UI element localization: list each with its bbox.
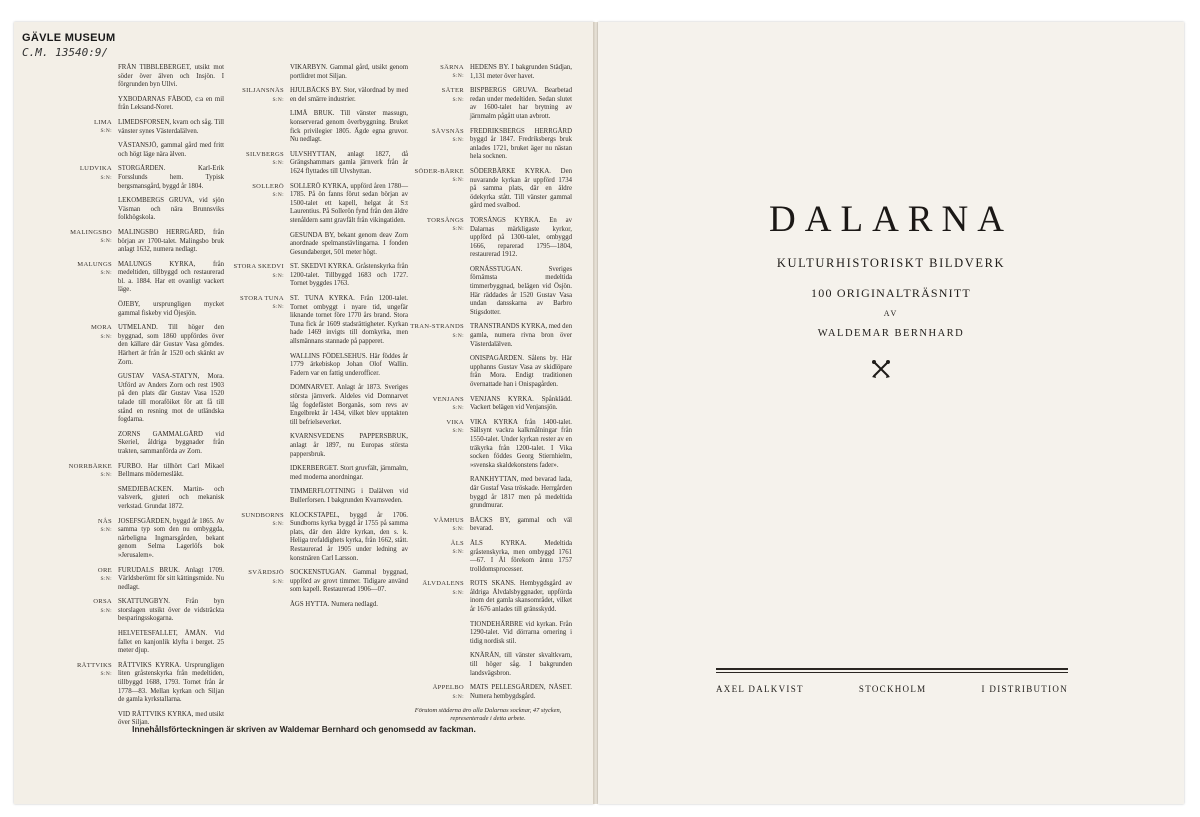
entry-description: BÄCKS BY, gammal och väl bevarad. [470, 516, 572, 533]
index-entry [224, 183, 408, 226]
index-entry [224, 512, 408, 564]
index-entry [404, 419, 572, 471]
parish-name [44, 324, 118, 367]
parish-abbrev: S:N: [452, 526, 464, 533]
parish-name [224, 488, 290, 505]
parish-abbrev: S:N: [452, 549, 464, 556]
index-entry [44, 261, 224, 295]
parish-name [44, 301, 118, 318]
parish-label: ORE [97, 566, 112, 574]
entry-description: ST. TUNA KYRKA. Från 1200-talet. Tornet ombyggt i nyare tid, ungefär liknande tornet före 1770 års brand. Stora Tuna fick år 1609 stadsrättigheter. Kyrkan hade 1469 invigts till domkyrka, men allsmännans stannade på papperet. [290, 295, 408, 346]
parish-name [44, 518, 118, 561]
publisher-rule-thin [716, 672, 1068, 673]
entry-description: RÄTTVIKS KYRKA. Ursprungligen liten gråstenskyrka från medeltiden, tillbyggd 1688, 1793. Tornet från år 1778—83. Mellan kyrkan och Siljan de gamla kyrkstallarna. [118, 661, 224, 704]
parish-label: SÄTER [441, 87, 464, 95]
parish-name [224, 263, 290, 289]
entry-description: UTMELAND. Till höger den byggnad, som 1860 uppfördes över den källare där Gustav Vasa gömdes. Härhert är från år 1520 och skänkt av Zorn. [118, 324, 224, 366]
parish-name [404, 355, 470, 389]
entry-description: ULVSHYTTAN, anlagt 1827, då Grängshammars gamla järnverk från år 1624 flyttades till Ulvshyttan. [290, 150, 408, 175]
parish-abbrev: S:N: [100, 174, 112, 181]
index-entry [224, 151, 408, 177]
parish-name [44, 598, 118, 624]
index-entry [44, 662, 224, 705]
parish-label: ÄPPELBO [432, 684, 464, 692]
index-entry [44, 463, 224, 480]
parish-abbrev: S:N: [100, 238, 112, 245]
parish-label: ÄLVDALENS [422, 580, 464, 588]
parish-abbrev: S:N: [100, 526, 112, 533]
index-entry [404, 87, 572, 121]
entry-description: SMEDJEBACKEN. Martin- och valsverk, gjuteri och mekanisk verkstad. Grundat 1872. [118, 485, 224, 510]
parish-name [44, 261, 118, 295]
index-entry [404, 266, 572, 318]
index-entry [44, 486, 224, 512]
parish-name [44, 64, 118, 90]
parish-abbrev: S:N: [452, 589, 464, 596]
museum-stamp [22, 32, 115, 59]
parish-abbrev: S:N: [452, 226, 464, 233]
entry-description: KNÄRÅN, till vänster skvaltkvarn, till höger såg. I bakgrunden landsvägsbron. [470, 652, 572, 677]
index-entry [224, 569, 408, 595]
index-entry [404, 684, 572, 701]
parish-name [404, 217, 470, 260]
index-entry [404, 540, 572, 574]
index-entry [224, 87, 408, 104]
entry-description: GESUNDA BY, bekant genom deav Zorn anordnade spelmanstävlingarna. I fonden Gesundaberget, 501 meter högt. [290, 231, 408, 256]
entry-description: TIONDEHÄRBRE vid kyrkan. Från 1290-talet. Vid dörrarna ornering i tidig nordisk stil. [470, 620, 572, 645]
parish-abbrev: S:N: [100, 607, 112, 614]
entry-description: ST. SKEDVI KYRKA. Gråstenskyrka från 1200-talet. Tillbyggd 1683 och 1727. Tornet byggdes 1763. [290, 263, 408, 288]
parish-label: SÄVSNÄS [431, 127, 464, 135]
entry-description: TIMMERFLOTTNING i Dalälven vid Bullerforsen. I bakgrunden Kvarnsveden. [290, 488, 408, 504]
parish-label: STORA TUNA [240, 295, 284, 303]
entry-description: TORSÅNGS KYRKA. En av Dalarnas märkligaste kyrkor, uppförd på 1300-talet, ombyggd 1666, reparerad 1795—1804, restaurerad 1912. [470, 216, 572, 259]
parish-abbrev: S:N: [452, 177, 464, 184]
entry-description: ÖJEBY, ursprungligen mycket gammal fiskeby vid Öjesjön. [118, 301, 224, 317]
parish-name [224, 569, 290, 595]
parish-abbrev: S:N: [272, 191, 284, 198]
index-entry [224, 488, 408, 505]
parish-name [404, 396, 470, 413]
index-entry [44, 598, 224, 624]
parish-label: NORRBÄRKE [68, 462, 112, 470]
parish-label: SOLLERÖ [252, 182, 284, 190]
parish-label: VÅMHUS [433, 516, 464, 524]
entry-description: KVARNSVEDENS PAPPERSBRUK, anlagt år 1897, nu Europas största pappersbruk. [290, 433, 408, 458]
parish-abbrev: S:N: [272, 520, 284, 527]
index-entry [44, 142, 224, 159]
parish-name [44, 463, 118, 480]
left-page-index [14, 22, 594, 804]
index-entry [404, 64, 572, 81]
index-entry [224, 110, 408, 144]
index-entry [224, 465, 408, 482]
index-entry [224, 601, 408, 610]
parish-abbrev: S:N: [100, 575, 112, 582]
entry-description: LIMÅ BRUK. Till vänster massugn, konserverad genom överbyggning. Bruket fick privilegier 1805. Ägde egna gruvor. Nu nedlagt. [290, 110, 408, 144]
index-entry [404, 323, 572, 349]
parish-name [404, 540, 470, 574]
parish-abbrev: S:N: [272, 304, 284, 311]
index-entry [44, 567, 224, 593]
index-entry [404, 128, 572, 162]
index-entry [44, 301, 224, 318]
publisher-name: AXEL DALKVIST [716, 684, 804, 694]
entry-description: VIKARBYN. Gammal gård, utsikt genom portlidret mot Siljan. [290, 64, 408, 80]
parish-label: RÄTTVIKS [76, 661, 112, 669]
crossed-tools-icon [870, 358, 892, 380]
parish-abbrev: S:N: [272, 272, 284, 279]
entry-description: SOLLERÖ KYRKA, uppförd åren 1780—1785. På ön fanns förut sedan början av 1500-talet ett kapell, helgat åt S:t Laurentius. På Sollerön fynd från den äldre stenåldern samt gravfält från vikingatiden. [290, 182, 408, 224]
entry-description: IDKERBERGET. Stort gruvfält, järnmalm, med moderna anordningar. [290, 465, 408, 481]
parish-abbrev: S:N: [100, 471, 112, 478]
index-entry [404, 517, 572, 534]
index-entry [224, 263, 408, 289]
parish-label: ORSA [93, 598, 112, 606]
index-entry [224, 295, 408, 347]
parish-name [404, 168, 470, 211]
entry-description: FREDRIKSBERGS HERRGÅRD byggd år 1847. Fredriksbergs bruk anlades 1721, bruket äger nu nästan hela socknen. [470, 127, 572, 161]
entry-description: ÅGS HYTTA. Numera nedlagd. [290, 600, 378, 608]
index-entry [224, 353, 408, 379]
parish-abbrev: S:N: [100, 270, 112, 277]
entry-description: GUSTAV VASA-STATYN, Mora. Utförd av Anders Zorn och rest 1903 på den plats där Gustav Vasa 1520 talade till moraföiket för att få till stånd en resning mot de utländska fogdarna. [118, 373, 224, 424]
originals-line: 100 ORIGINALTRÄSNITT [811, 286, 971, 300]
index-entry [224, 232, 408, 258]
index-entry [44, 197, 224, 223]
parish-abbrev: S:N: [272, 160, 284, 167]
parish-name [404, 64, 470, 81]
parish-abbrev: S:N: [452, 136, 464, 143]
parish-label: SILJANSNÄS [242, 87, 284, 95]
entry-description: SKATTUNGBYN. Från byn storslagen utsikt över de vidsträckta besparingsskogarna. [118, 598, 224, 623]
parish-name [224, 110, 290, 144]
index-entry [404, 217, 572, 260]
parish-label: LUDVIKA [79, 165, 112, 173]
parish-abbrev: S:N: [100, 671, 112, 678]
parish-name [224, 601, 290, 610]
parish-name [404, 87, 470, 121]
parish-abbrev: S:N: [452, 428, 464, 435]
entry-description: YXBODARNAS FÄBOD, c:a en mil från Leksand-Noret. [118, 95, 224, 112]
index-entry [404, 355, 572, 389]
right-title-page [598, 22, 1184, 804]
parish-name [404, 266, 470, 318]
parish-label: SUNDBORNS [241, 511, 284, 519]
museum-name: GÄVLE MUSEUM [22, 32, 116, 44]
index-entry [44, 431, 224, 457]
parish-name [44, 567, 118, 593]
parish-abbrev: S:N: [452, 96, 464, 103]
parish-name [44, 96, 118, 113]
publisher-distribution: I DISTRIBUTION [981, 684, 1068, 694]
parish-label: TORSÅNGS [426, 216, 464, 224]
parish-abbrev: S:N: [452, 73, 464, 80]
parish-label: MORA [91, 324, 112, 332]
entry-description: SOCKENSTUGAN. Gammal byggnad, uppförd av grovt timmer. Tidigare använd som kapell. Restaurerad 1906—07. [290, 569, 408, 594]
entry-description: LIMEDSFORSEN, kvarn och såg. Till vänster synes Västerdalälven. [118, 118, 224, 135]
parish-abbrev: S:N: [100, 128, 112, 135]
parish-name [224, 151, 290, 177]
entry-description: HEDENS BY. I bakgrunden Städjan, 1,131 meter över havet. [470, 64, 572, 80]
parish-name [224, 433, 290, 459]
parish-name [44, 431, 118, 457]
entry-description: FRÅN TIBBLEBERGET, utsikt mot söder över älven och Insjön. I förgrunden byn Ullvi. [118, 64, 224, 89]
parish-name [224, 232, 290, 258]
publisher-line [716, 684, 1068, 694]
entry-description: ONISPAGÅRDEN. Sålens by. Här upphanns Gustav Vasa av skidlöpare från Mora. Endigt traditionen övernattade han i Onispagården. [470, 355, 572, 388]
index-entry [404, 621, 572, 647]
index-entry [44, 518, 224, 561]
index-entry [404, 580, 572, 614]
parish-label: SVÄRDSJÖ [248, 569, 284, 577]
index-entry [44, 119, 224, 136]
index-note: Förutom städerna äro alla Dalarnas socknar, 47 stycken, representerade i detta arbete. [414, 707, 562, 723]
parish-name [224, 465, 290, 482]
parish-abbrev: S:N: [272, 96, 284, 103]
index-entry [44, 165, 224, 191]
index-entry [404, 396, 572, 413]
parish-abbrev: S:N: [452, 405, 464, 411]
entry-description: TRANSTRANDS KYRKA, med den gamla, numera rivna bron över Västerdalälven. [470, 323, 572, 348]
index-column-2 [224, 64, 408, 615]
entry-description: VID RÄTTVIKS KYRKA, med utsikt över Siljan. [118, 710, 224, 727]
index-entry [44, 630, 224, 656]
index-entry [44, 373, 224, 425]
parish-name [44, 165, 118, 191]
index-entry [404, 652, 572, 678]
publisher-city: STOCKHOLM [858, 684, 927, 694]
parish-abbrev: S:N: [272, 578, 284, 585]
parish-name [404, 621, 470, 647]
parish-abbrev: S:N: [452, 332, 464, 339]
parish-label: VENJANS [432, 395, 464, 403]
book-title: DALARNA [769, 199, 1013, 240]
entry-description: FURUDALS BRUK. Anlagt 1709. Världsberömt för sitt kättingsmide. Nu nedlagt. [118, 566, 224, 591]
entry-description: KLOCKSTAPEL, byggd år 1706. Sundborns kyrka byggd år 1755 på samma plats, där den äldre kyrkan, den s. k. Heliga trefaldighets kyrka, från 1662, stått. Restaurerad år 1905 under ledning av konstnären Carl Larsson. [290, 511, 408, 562]
parish-name [404, 580, 470, 614]
index-entry [404, 168, 572, 211]
parish-name [44, 373, 118, 425]
entry-description: JOSEFSGÅRDEN, byggd år 1865. Av samma typ som den nu ombyggda, närbeligna Ingmarsgården, bekant genom Selma Lagerlöfs bok »Jerusalem». [118, 517, 224, 559]
parish-name [44, 229, 118, 255]
parish-name [44, 142, 118, 159]
author-name: WALDEMAR BERNHARD [817, 328, 965, 339]
parish-name [224, 295, 290, 347]
entry-description: BISPBERGS GRUVA. Bearbetad redan under medeltiden. Sedan slutet av 1600-talet har brytning av järnmalm pågått utan avbrott. [470, 87, 572, 120]
parish-name [404, 517, 470, 534]
entry-description: HJULBÄCKS BY. Stor, välordnad by med en del smärre industrier. [290, 87, 408, 103]
entry-description: MATS PELLESGÅRDEN, NÄSET. Numera hembygdsgård. [470, 684, 572, 700]
parish-label: STORA SKEDVI [233, 263, 284, 271]
parish-name [44, 197, 118, 223]
parish-label: SÄRNA [440, 64, 464, 71]
entry-description: VIKA KYRKA från 1400-talet. Sällsynt vackra kalkmålningar från 1550-talet. Under kyrkan rester av en träkyrka från 1200-talet. I Vika socken föddes Georg Stiernhielm, »svenska skaldekonstens fader». [470, 418, 572, 469]
by-line: AV [883, 309, 899, 318]
entry-description: MALINGSBO HERRGÅRD, från början av 1700-talet. Malingsbo bruk anlagt 1632, numera nedlagt. [118, 228, 224, 254]
parish-name [404, 652, 470, 678]
parish-name [404, 476, 470, 510]
parish-label: TRAN-STRANDS [410, 323, 464, 331]
parish-name [224, 384, 290, 427]
index-entry [224, 433, 408, 459]
entry-description: STORGÅRDEN. Karl-Erik Forsslunds hem. Typisk bergsmansgård, byggd år 1804. [118, 165, 224, 190]
parish-name [404, 128, 470, 162]
catalog-number: C.M. 13540:9/ [22, 46, 109, 59]
parish-name [44, 630, 118, 656]
publisher-rule-thick [716, 668, 1068, 670]
entry-description: SÖDERBÄRKE KYRKA. Den nuvarande kyrkan är uppförd 1734 på samma plats, där en äldre ödekyrka stått. Till vänster gammal gård med svalbod. [470, 167, 572, 210]
parish-name [44, 662, 118, 705]
parish-label: ÅLS [450, 539, 464, 547]
entry-description: ÅLS KYRKA. Medeltida gråstenskyrka, men ombyggd 1761—67. I Ål förekom ännu 1757 trolldomsprocesser. [470, 539, 572, 573]
parish-name [224, 183, 290, 226]
entry-description: WALLINS FÖDELSEHUS. Här föddes år 1779 ärkebiskop Johan Olof Wallin. Fadern var en fattig underofficer. [290, 352, 408, 377]
index-column-3 [404, 64, 572, 723]
parish-name [224, 353, 290, 379]
parish-name [44, 486, 118, 512]
parish-label: VIKA [446, 418, 464, 426]
parish-name [404, 323, 470, 349]
entry-description: VÄSTANSJÖ, gammal gård med fritt och högt läge nära älven. [118, 142, 224, 158]
entry-description: DOMNARVET. Anlagt år 1873. Sveriges största järnverk. Aldeles vid Domnarvet låg fogdefästet Borganäs, som revs av Engelbrekt år 1434, vilket blev upptakten till befrielseverket. [290, 384, 408, 426]
index-column-1 [44, 64, 224, 734]
parish-name [224, 512, 290, 564]
entry-description: RANKHYTTAN, med bevarad lada, där Gustaf Vasa tröskade. Herrgården byggd år 1817 men på medeltida grundmurar. [470, 476, 572, 510]
index-entry [404, 476, 572, 510]
entry-description: MALUNGS KYRKA, från medeltiden, tillbyggd och restaurerad bl. a. 1884. Har ett ovanligt vackert läge. [118, 260, 224, 294]
index-entry [224, 384, 408, 427]
index-entry [224, 64, 408, 81]
parish-label: SÖDER-BÄRKE [414, 167, 464, 175]
parish-name [224, 87, 290, 104]
entry-description: VENJANS KYRKA. Spånklädd. Vackert belägen vid Venjansjön. [470, 395, 572, 412]
book-subtitle: KULTURHISTORISKT BILDVERK [776, 256, 1006, 270]
parish-name [404, 419, 470, 471]
entry-description: FURBO. Har tillhört Carl Mikael Bellmans mödernesläkt. [118, 462, 224, 479]
entry-description: LEKOMBERGS GRUVA, vid sjön Väsman och nära Brunnsviks folkhögskola. [118, 197, 224, 222]
entry-description: ROTS SKANS. Hembygdsgård av åldriga Älvdalsbyggnader, uppförda inom det gamla skansområdet, vilket år 1676 anlades till gränsskydd. [470, 580, 572, 614]
parish-name [44, 119, 118, 136]
index-entry [44, 96, 224, 113]
parish-label: MALUNGS [77, 260, 112, 268]
parish-label: SILVBERGS [246, 150, 284, 158]
parish-abbrev: S:N: [452, 693, 464, 700]
index-entry [44, 229, 224, 255]
parish-name [224, 64, 290, 81]
index-footer-note: Innehållsförteckningen är skriven av Waldemar Bernhard och genomsedd av fackman. [132, 724, 476, 734]
entry-description: HELVETESFALLET, ÄMÅN. Vid fallet en kanjonlik klyfta i berget. 25 meter djup. [118, 630, 224, 655]
parish-label: MALINGSBO [70, 228, 112, 236]
index-entry [44, 324, 224, 367]
parish-label: LIMA [93, 118, 112, 126]
parish-name [404, 684, 470, 701]
index-entry [44, 64, 224, 90]
entry-description: ORNÄSSTUGAN. Sveriges förnämsta medeltida timmerbyggnad, belägen vid Ösjön. Här räddades år 1520 Gustav Vasa undan dansskarna av Barbro Stigsdotter. [470, 265, 572, 316]
parish-label: NÅS [97, 517, 112, 525]
parish-abbrev: S:N: [100, 333, 112, 340]
entry-description: ZORNS GAMMALGÅRD vid Skeriel, åldriga byggnader från trakten, sammanförda av Zorn. [118, 430, 224, 455]
